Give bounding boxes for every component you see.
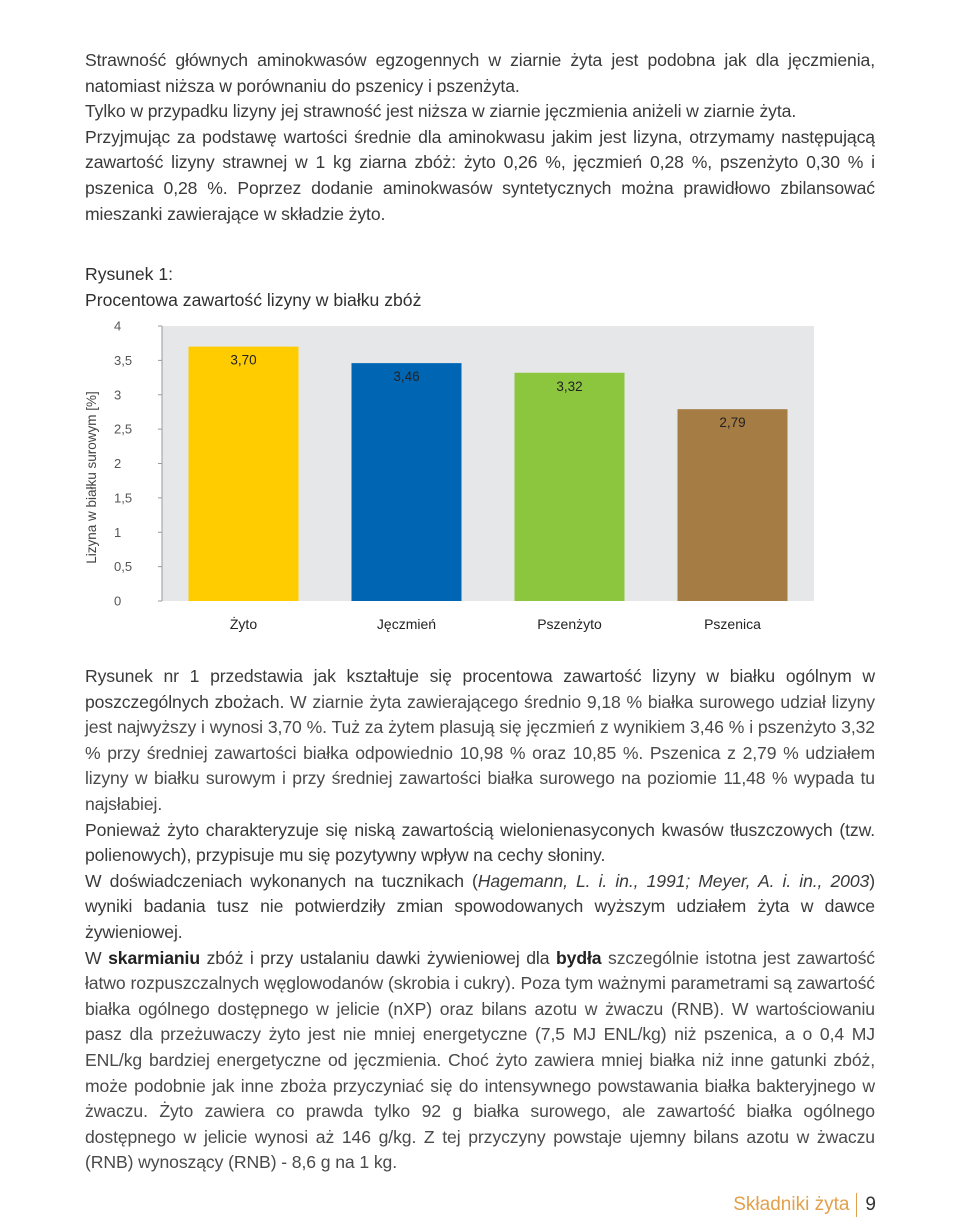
category-label: Żyto bbox=[229, 616, 258, 632]
category-label: Pszenica bbox=[704, 616, 761, 632]
bar-value-label: 3,46 bbox=[393, 369, 420, 385]
body-p1b: W ziarnie żyta zawierającego średnio 9,18 % białka surowego udział lizyny jest najwyższy i wynosi 3,70 %. Tuż za żytem plasują się jęczmień z wynikiem 3,46 % i pszenżyto 3,32 % przy średniej zawartości białka odpowiednio 10,98 % oraz 10,85 %. Pszenica z 2,79 % udziałem lizyny w białku surowym i przy średniej zawartości białka surowego na poziomie 11,48 % wypada tu najsłabiej. bbox=[85, 691, 875, 814]
bar-value-label: 3,32 bbox=[556, 378, 583, 394]
body-p4-bold-skarmianiu: skarmianiu bbox=[108, 947, 200, 968]
y-tick-label: 1,5 bbox=[114, 490, 133, 506]
bar-0 bbox=[189, 347, 299, 601]
intro-line-2: Tylko w przypadku lizyny jej strawność jest niższa w ziarnie jęczmienia aniżeli w ziarnie żyta. bbox=[85, 101, 797, 122]
body-paragraph-4 bbox=[85, 946, 875, 1176]
body-text bbox=[85, 664, 875, 1176]
body-p4-mid: zbóż i przy ustalaniu dawki żywieniowej dla bbox=[200, 947, 556, 968]
body-paragraph-1 bbox=[85, 664, 875, 818]
intro-paragraph bbox=[85, 48, 875, 227]
footer-page-number: 9 bbox=[865, 1194, 876, 1215]
footer-section-title: Składniki żyta bbox=[733, 1194, 850, 1215]
intro-line-3b: Poprzez dodanie aminokwasów syntetycznych można prawidłowo zbilansować mieszanki zawierające w składzie żyto. bbox=[85, 177, 876, 224]
intro-line-3 bbox=[85, 125, 875, 227]
body-paragraph-2: Ponieważ żyto charakteryzuje się niską zawartością wielonienasyconych kwasów tłuszczowych (tzw. polienowych), przypisuje mu się pozytywny wpływ na cechy słoniny. bbox=[85, 819, 875, 866]
footer-separator bbox=[856, 1193, 857, 1217]
y-tick-label: 4 bbox=[114, 318, 122, 334]
bar-value-label: 3,70 bbox=[230, 352, 257, 368]
y-tick-label: 2 bbox=[114, 456, 122, 471]
y-tick-label: 1 bbox=[114, 524, 122, 540]
y-tick-label: 3,5 bbox=[114, 352, 133, 368]
bar-2 bbox=[515, 373, 625, 601]
y-axis-label: Lizyna w białku surowym [%] bbox=[84, 391, 99, 564]
y-tick-label: 2,5 bbox=[114, 421, 133, 437]
page-footer bbox=[733, 1193, 876, 1217]
lysine-bar-chart bbox=[78, 312, 828, 642]
bar-value-label: 2,79 bbox=[719, 415, 746, 431]
body-p4-post: szczególnie istotna jest zawartość łatwo rozpuszczalnych węglowodanów (skrobia i cukry). Poza tym ważnymi parametrami są zawartość białka ogólnego dostępnego w jelicie (nXP) oraz bilans azotu w żwaczu (RNB). W wartościowaniu pasz dla przeżuwaczy żyto jest nie mniej energetyczne (7,5 MJ ENL/kg) niż pszenica, a o 0,4 MJ ENL/kg bardziej energetyczne od jęczmienia. Choć żyto zawiera mniej białka niż inne gatunki zbóż, może podobnie jak inne zboża przyczyniać się do intensywnego powstawania białka bakteryjnego w żwaczu. Żyto zawiera co prawda tylko 92 g białka surowego, ale zawartość białka ogólnego dostępnego w jelicie wynosi aż 146 g/kg. Z tej przyczyny powstaje ujemny bilans azotu w żwaczu (RNB) wynoszący (RNB) - 8,6 g na 1 kg. bbox=[85, 947, 876, 1173]
bar-3 bbox=[678, 409, 788, 601]
intro-line-1: Strawność głównych aminokwasów egzogennych w ziarnie żyta jest podobna jak dla jęczmienia, natomiast niższa w porównaniu do pszenicy i pszenżyta. bbox=[85, 50, 875, 96]
body-paragraph-3 bbox=[85, 869, 875, 946]
body-p3-citation: Hagemann, L. i. in., 1991; Meyer, A. i. in., 2003 bbox=[477, 870, 870, 891]
intro-line-3a: Przyjmując za podstawę wartości średnie dla aminokwasu jakim jest lizyna, otrzymamy następującą zawartość lizyny strawnej w 1 kg ziarna zbóż: żyto 0,26 %, jęczmień 0,28 %, pszenżyto 0,30 % i pszenica 0,28 %. bbox=[85, 126, 875, 198]
category-label: Jęczmień bbox=[376, 616, 437, 632]
body-p4-w: W bbox=[85, 947, 109, 968]
body-p4-bold-bydla: bydła bbox=[556, 947, 602, 968]
y-tick-label: 0,5 bbox=[114, 559, 133, 575]
figure-title: Procentowa zawartość lizyny w białku zbóż bbox=[85, 289, 422, 310]
figure-caption bbox=[85, 262, 421, 313]
category-label: Pszenżyto bbox=[537, 616, 602, 632]
body-p1a: Rysunek nr 1 przedstawia jak kształtuje się procentowa zawartość lizyny w białku ogólnym w poszczególnych zbożach. bbox=[85, 666, 875, 712]
figure-label: Rysunek 1: bbox=[85, 264, 174, 284]
body-p3-pre: W doświadczeniach wykonanych na tucznikach ( bbox=[85, 870, 478, 891]
y-tick-label: 3 bbox=[114, 387, 122, 403]
bar-1 bbox=[352, 363, 462, 601]
y-tick-label: 0 bbox=[114, 593, 122, 609]
body-p3-post: ) wyniki badania tusz nie potwierdziły zmian spowodowanych wyższym udziałem żyta w dawce żywieniowej. bbox=[85, 870, 875, 942]
